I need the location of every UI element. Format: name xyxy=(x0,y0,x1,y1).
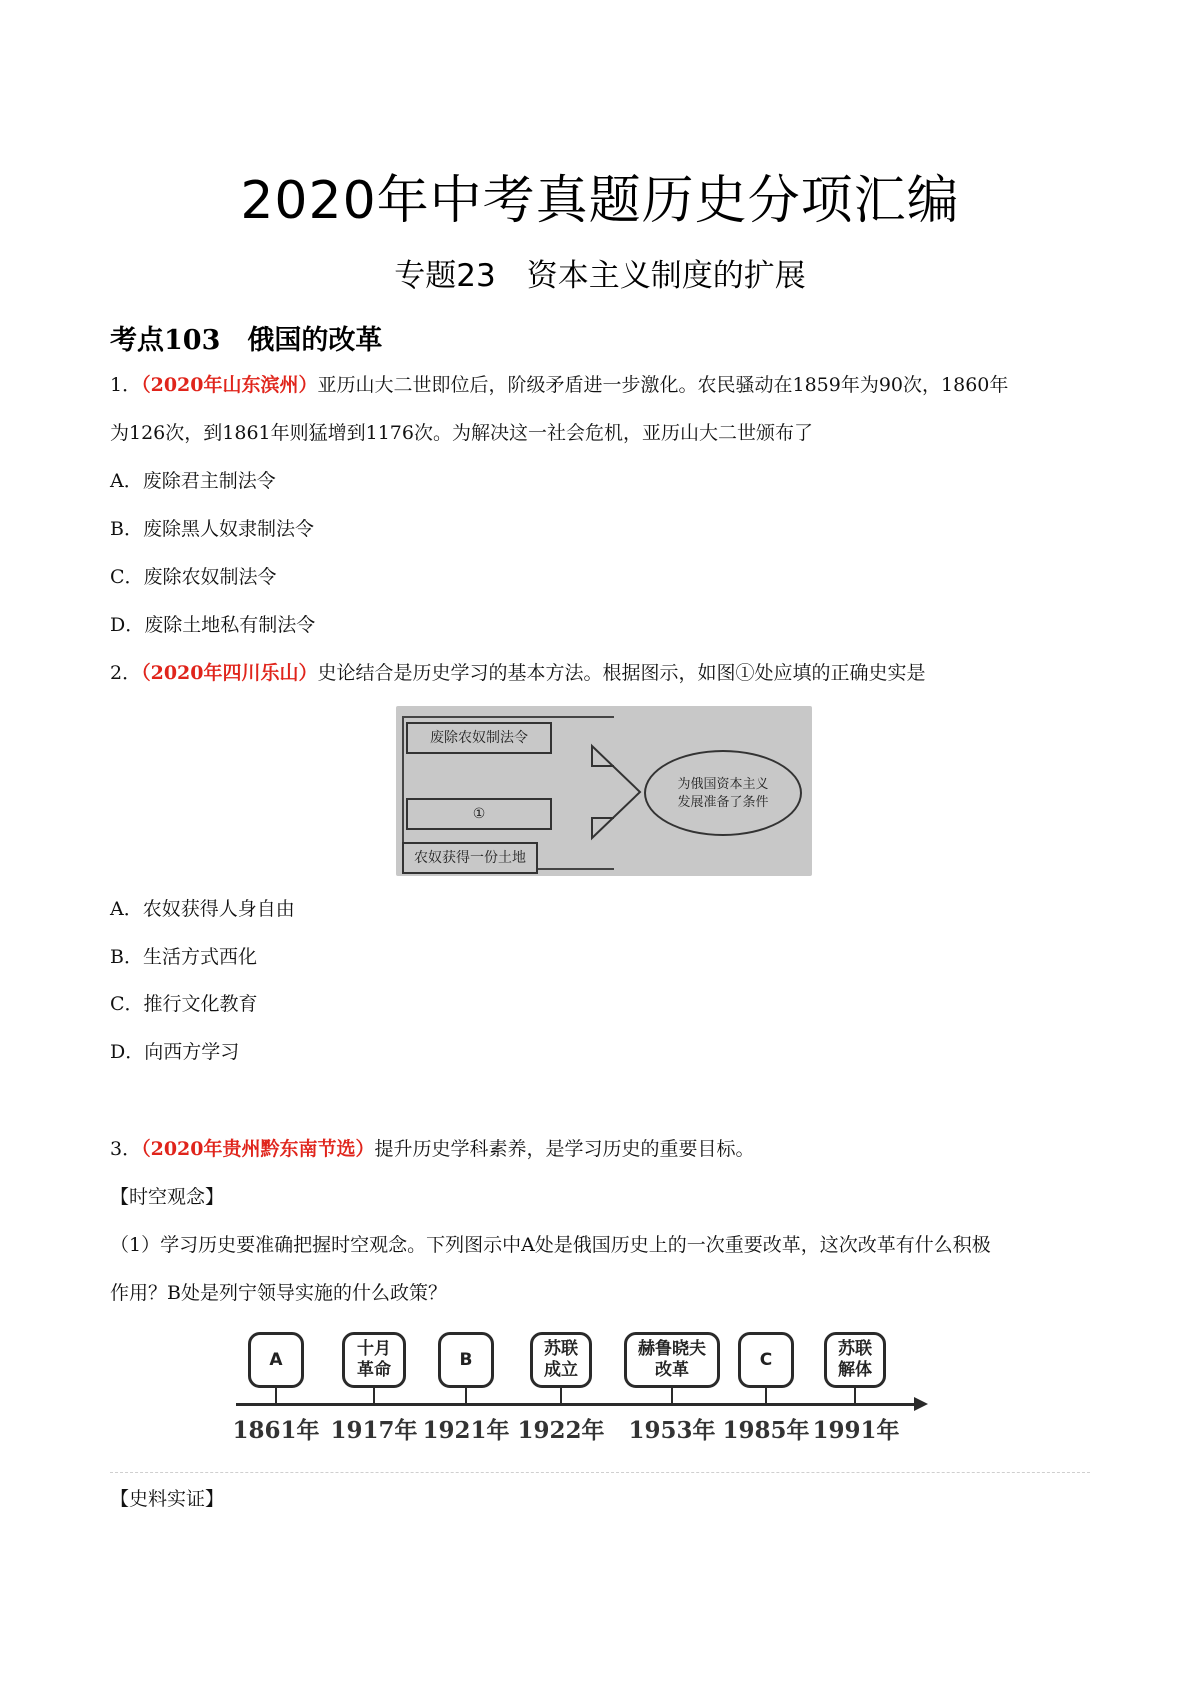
q1-option-a: A．废除君主制法令 xyxy=(110,470,276,492)
q3-sub1-line1: （1）学习历史要准确把握时空观念。下列图示中A处是俄国历史上的一次重要改革，这次改革有什么积极 xyxy=(110,1234,991,1256)
timeline-node-b: B xyxy=(438,1332,494,1388)
timeline-axis xyxy=(236,1403,916,1406)
timeline-node-ussr-dissolution: 苏联 解体 xyxy=(824,1332,886,1388)
q2-figure xyxy=(396,706,812,876)
q3-text: 提升历史学科素养，是学习历史的重要目标。 xyxy=(374,1138,755,1160)
document-title: 2020年中考真题历史分项汇编 xyxy=(240,171,960,231)
timeline-year: 1922年 xyxy=(517,1417,605,1444)
q2-stem xyxy=(110,660,926,686)
q2-figure-oval xyxy=(644,750,802,836)
timeline-year: 1953年 xyxy=(628,1417,716,1444)
timeline-year: 1861年 xyxy=(232,1417,320,1444)
q1-source: （2020年山东滨州） xyxy=(141,374,318,396)
timeline-node-a: A xyxy=(248,1332,304,1388)
q2-option-c: C．推行文化教育 xyxy=(110,993,258,1015)
q2-figure-oval-line1: 为俄国资本主义 xyxy=(677,777,769,792)
q2-option-d: D．向西方学习 xyxy=(110,1041,240,1063)
timeline-node-october-revolution: 十月 革命 xyxy=(342,1332,406,1388)
timeline-node-c: C xyxy=(738,1332,794,1388)
timeline-year: 1917年 xyxy=(330,1417,418,1444)
q1-text-line2: 为126次，到1861年则猛增到1176次。为解决这一社会危机，亚历山大二世颁布了 xyxy=(110,422,813,444)
timeline-arrow-icon xyxy=(914,1397,928,1411)
timeline-year: 1921年 xyxy=(422,1417,510,1444)
q1-text-line1: 亚历山大二世即位后，阶级矛盾进一步激化。农民骚动在1859年为90次，1860年 xyxy=(317,374,1009,396)
q3-stem xyxy=(110,1136,755,1162)
q3-heading-evidence: 【史料实证】 xyxy=(110,1488,225,1510)
q3-sub1-line2: 作用？B处是列宁领导实施的什么政策？ xyxy=(110,1282,447,1304)
timeline-year: 1985年 xyxy=(722,1417,810,1444)
q2-figure-box-land: 农奴获得一份土地 xyxy=(402,842,538,874)
timeline-year: 1991年 xyxy=(812,1417,900,1444)
section-heading: 考点103 俄国的改革 xyxy=(110,325,383,356)
q2-figure-box-blank: ① xyxy=(406,798,552,830)
q1-stem-line1 xyxy=(110,372,1008,398)
q2-figure-oval-line2: 发展准备了条件 xyxy=(677,795,769,810)
q3-timeline xyxy=(230,1332,930,1452)
q1-option-c: C．废除农奴制法令 xyxy=(110,566,277,588)
q3-number: 3． xyxy=(110,1138,142,1160)
q2-source: （2020年四川乐山） xyxy=(141,662,318,684)
q1-option-b: B．废除黑人奴隶制法令 xyxy=(110,518,314,540)
q2-option-a: A．农奴获得人身自由 xyxy=(110,898,295,920)
q3-source: （2020年贵州黔东南节选） xyxy=(141,1138,375,1160)
q3-heading-spacetime: 【时空观念】 xyxy=(110,1186,225,1208)
q2-option-b: B．生活方式西化 xyxy=(110,946,257,968)
q2-figure-box-abolish: 废除农奴制法令 xyxy=(406,722,552,754)
timeline-node-ussr-founded: 苏联 成立 xyxy=(530,1332,592,1388)
timeline-node-khrushchev-reform: 赫鲁晓夫 改革 xyxy=(624,1332,720,1388)
q1-option-d: D．废除土地私有制法令 xyxy=(110,614,316,636)
q2-number: 2． xyxy=(110,662,142,684)
q2-text: 史论结合是历史学习的基本方法。根据图示，如图①处应填的正确史实是 xyxy=(317,662,926,684)
separator-line xyxy=(110,1472,1090,1473)
topic-subtitle: 专题23 资本主义制度的扩展 xyxy=(394,258,806,294)
q1-number: 1． xyxy=(110,374,142,396)
